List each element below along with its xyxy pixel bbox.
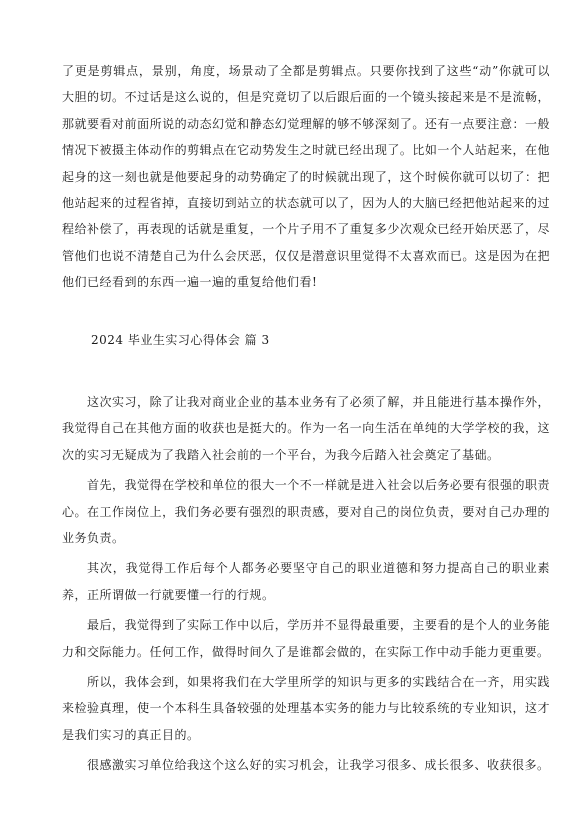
section-body <box>62 389 550 779</box>
paragraph: 所以，我体会到，如果将我们在大学里所学的知识与更多的实践结合在一齐，用实践来检验真理，使一个本科生具备较强的处理基本实务的能力与比较系统的专业知识，这才是我们实习的真正目的。 <box>62 675 550 742</box>
paragraph: 很感激实习单位给我这个这么好的实习机会，让我学习很多、成长很多、收获很多。 <box>87 758 550 773</box>
paragraph: 其次，我觉得工作后每个人都务必要坚守自己的职业道德和努力提高自己的职业素养，正所谓做一行就要懂一行的行规。 <box>62 561 550 602</box>
paragraph: 首先，我觉得在学校和单位的很大一个不一样就是进入社会以后务必要有很强的职责心。在工作岗位上，我们务必要有强烈的职责感，要对自己的岗位负责，要对自己办理的业务负责。 <box>62 478 550 546</box>
previous-section-text <box>62 58 550 296</box>
continued-paragraph: 了更是剪辑点，景别，角度，场景动了全都是剪辑点。只要你找到了这些“动”你就可以大胆的切。不过话是这么说的，但是究竟切了以后跟后面的一个镜头接起来是不是流畅，那就要看对前面所说的动态幻觉和静态幻觉理解的够不够深刻了。还有一点要注意：一般情况下被摄主体动作的剪辑点在它动势发生之时就已经出现了。比如一个人站起来，在他起身的这一刻也就是他要起身的动势确定了的时候就出现了，这个时候你就可以切了：把他站起来的过程省掉，直接切到站立的状态就可以了，因为人的大脑已经把他站起来的过程给补偿了，再表现的话就是重复，一个片子用不了重复多少次观众已经开始厌恶了，尽管他们也说不清楚自己为什么会厌恶，仅仅是潜意识里觉得不太喜欢而已。这是因为在把他们已经看到的东西一遍一遍的重复给他们看! <box>62 64 550 290</box>
paragraph: 这次实习，除了让我对商业企业的基本业务有了必须了解，并且能进行基本操作外，我觉得自己在其他方面的收获也是挺大的。作为一名一向生活在单纯的大学学校的我，这次的实习无疑成为了我踏入社会前的一个平台，为我今后踏入社会奠定了基础。 <box>62 395 550 462</box>
section-heading: 2024 毕业生实习心得体会 篇 3 <box>91 333 270 347</box>
paragraph: 最后，我觉得到了实际工作中以后，学历并不显得最重要，主要看的是个人的业务能力和交际能力。任何工作，做得时间久了是谁都会做的，在实际工作中动手能力更重要。 <box>62 618 550 659</box>
